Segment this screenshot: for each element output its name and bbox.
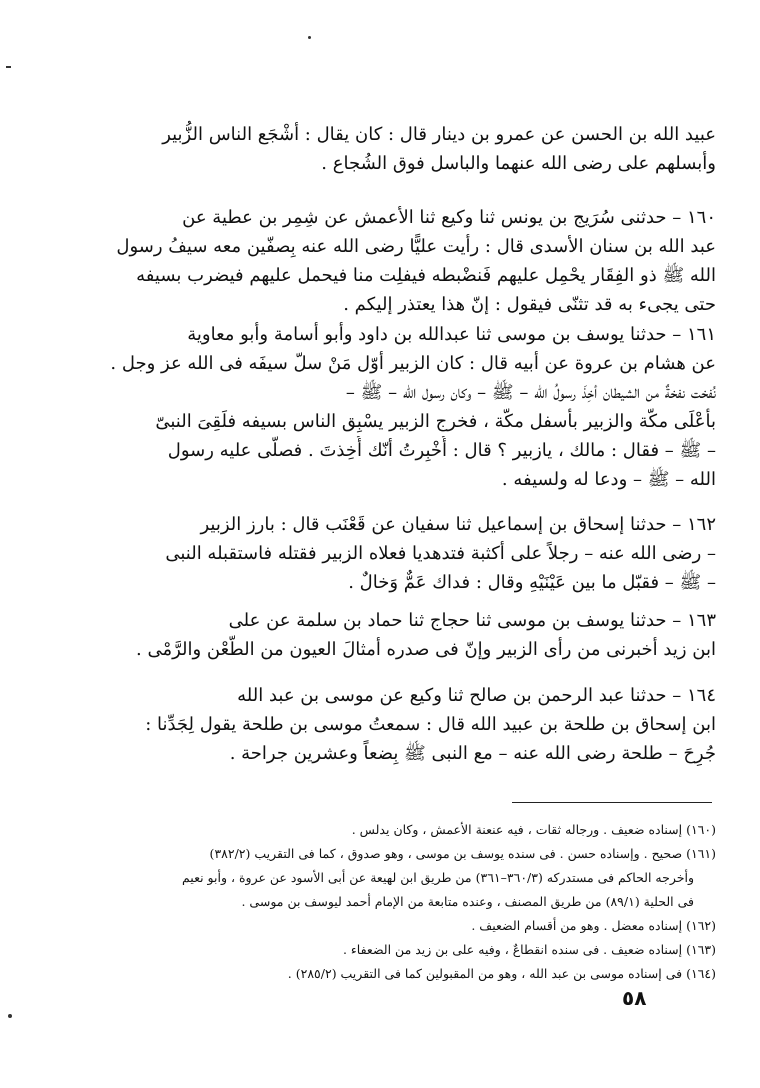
hadith-164 bbox=[70, 681, 716, 768]
text-line: عبيد الله بن الحسن عن عمرو بن دينار قال : كان يقال : أشْجَع الناس الزُّبير bbox=[162, 124, 716, 145]
footnote-line: (١٦١) صحيح . وإسناده حسن . فى سنده يوسف بن موسى ، وهو صدوق ، كما فى التقريب (٣٨٢/٢) bbox=[209, 846, 716, 861]
text-line: ١٦٤ – حدثنا عبد الرحمن بن صالح ثنا وكيع عن موسى بن عبد الله bbox=[237, 685, 716, 706]
hadith-160 bbox=[70, 203, 716, 319]
text-line: بأعْلَى مكّة والزبير بأسفل مكّة ، فخرج الزبير يسْبِق الناس بسيفه فلَقِىَ النبىّ bbox=[155, 411, 716, 432]
text-line: – رضى الله عنه – رجلاً على أكثبة فتدهديا فعلاه الزبير فقتله فاستقبله النبى bbox=[165, 543, 716, 564]
footnotes bbox=[70, 818, 716, 986]
text-line: ابن إسحاق بن طلحة بن عبيد الله قال : سمعتُ موسى بن طلحة يقول لِجَدِّنا : bbox=[145, 714, 716, 735]
text-line: الله – ﷺ – ودعا له ولسيفه . bbox=[501, 469, 716, 490]
footnote-line: وأخرجه الحاكم فى مستدركه (٣٦٠/٣–٣٦١) من طريق ابن لهيعة عن أبى الأسود عن عروة ، وأبو نعيم bbox=[181, 870, 694, 885]
scan-speck bbox=[308, 36, 311, 39]
text-line: ١٦٣ – حدثنا يوسف بن موسى ثنا حجاج ثنا حماد بن سلمة عن على bbox=[228, 610, 716, 631]
text-line: الله ﷺ ذو الفِقَار يحْمِل عليهم فَنضْبطه فيفلِت منا فيحمل عليهم فيضرب بسيفه bbox=[136, 265, 716, 286]
scan-speck bbox=[8, 1014, 12, 1018]
text-line: ١٦١ – حدثنا يوسف بن موسى ثنا عبدالله بن داود وأبو أسامة وأبو معاوية bbox=[187, 324, 716, 345]
text-line: جُرِحَ – طلحة رضى الله عنه – مع النبى ﷺ بِضعاً وعشرين جراحة . bbox=[229, 743, 716, 764]
paragraph-continuation bbox=[70, 120, 716, 178]
text-line: وأبسلهم على رضى الله عنهما والباسل فوق الشُجاع . bbox=[321, 153, 716, 174]
hadith-163 bbox=[70, 606, 716, 664]
text-line: عن هشام بن عروة عن أبيه قال : كان الزبير أوّل مَنْ سلّ سيفَه فى الله عز وجل . bbox=[110, 353, 716, 374]
page-number: ٥٨ bbox=[622, 986, 647, 1010]
scan-speck bbox=[6, 66, 11, 68]
text-line: ابن زيد أخبرنى من رأى الزبير وإنّ فى صدره أمثالَ العيون من الطَّعْن والرَّمْى . bbox=[136, 639, 716, 660]
footnote-line: (١٦٠) إسناده ضعيف . ورجاله ثقات ، فيه عنعنة الأعمش ، وكان يدلس . bbox=[351, 822, 716, 837]
footnote-line: فى الحلية (٨٩/١) من طريق المصنف ، وعنده متابعة من الإمام أحمد ليوسف بن موسى . bbox=[241, 894, 694, 909]
text-line: ١٦٢ – حدثنا إسحاق بن إسماعيل ثنا سفيان عن قَعْنَب قال : بارز الزبير bbox=[200, 514, 716, 535]
footnote-line: (١٦٣) إسناده ضعيف . فى سنده انقطاعٌ ، وفيه على بن زيد من الضعفاء . bbox=[342, 942, 716, 957]
hadith-161 bbox=[70, 320, 716, 494]
text-line: ١٦٠ – حدثنى سُرَيج بن يونس ثنا وكيع ثنا الأعمش عن شِمِر بن عطية عن bbox=[182, 207, 716, 228]
footnote-separator bbox=[512, 802, 712, 803]
text-line: عبد الله بن سنان الأسدى قال : رأيت عليًّا رضى الله عنه بِصفّين معه سيفُ رسول bbox=[116, 236, 716, 257]
text-line: نُفخت نفخةٌ من الشيطان أخِذَ رسولُ الله – ﷺ – وكان رسول الله – ﷺ – bbox=[345, 382, 716, 403]
text-line: – ﷺ – فقبّل ما بين عَيْنَيْهِ وقال : فداك عَمٌّ وَخالٌ . bbox=[348, 572, 716, 593]
footnote-line: (١٦٢) إسناده معضل . وهو من أقسام الضعيف . bbox=[471, 918, 716, 933]
text-line: حتى يجىء به قد تثنّى فيقول : إنّ هذا يعتذر إليكم . bbox=[343, 294, 716, 315]
text-line: – ﷺ – فقال : مالك ، يازبير ؟ قال : أُخْبِرتُ أنّك أُخِذتَ . فصلّى عليه رسول bbox=[167, 440, 716, 461]
footnote-line: (١٦٤) فى إسناده موسى بن عبد الله ، وهو من المقبولين كما فى التقريب (٢٨٥/٢) . bbox=[287, 966, 716, 981]
hadith-162 bbox=[70, 510, 716, 597]
